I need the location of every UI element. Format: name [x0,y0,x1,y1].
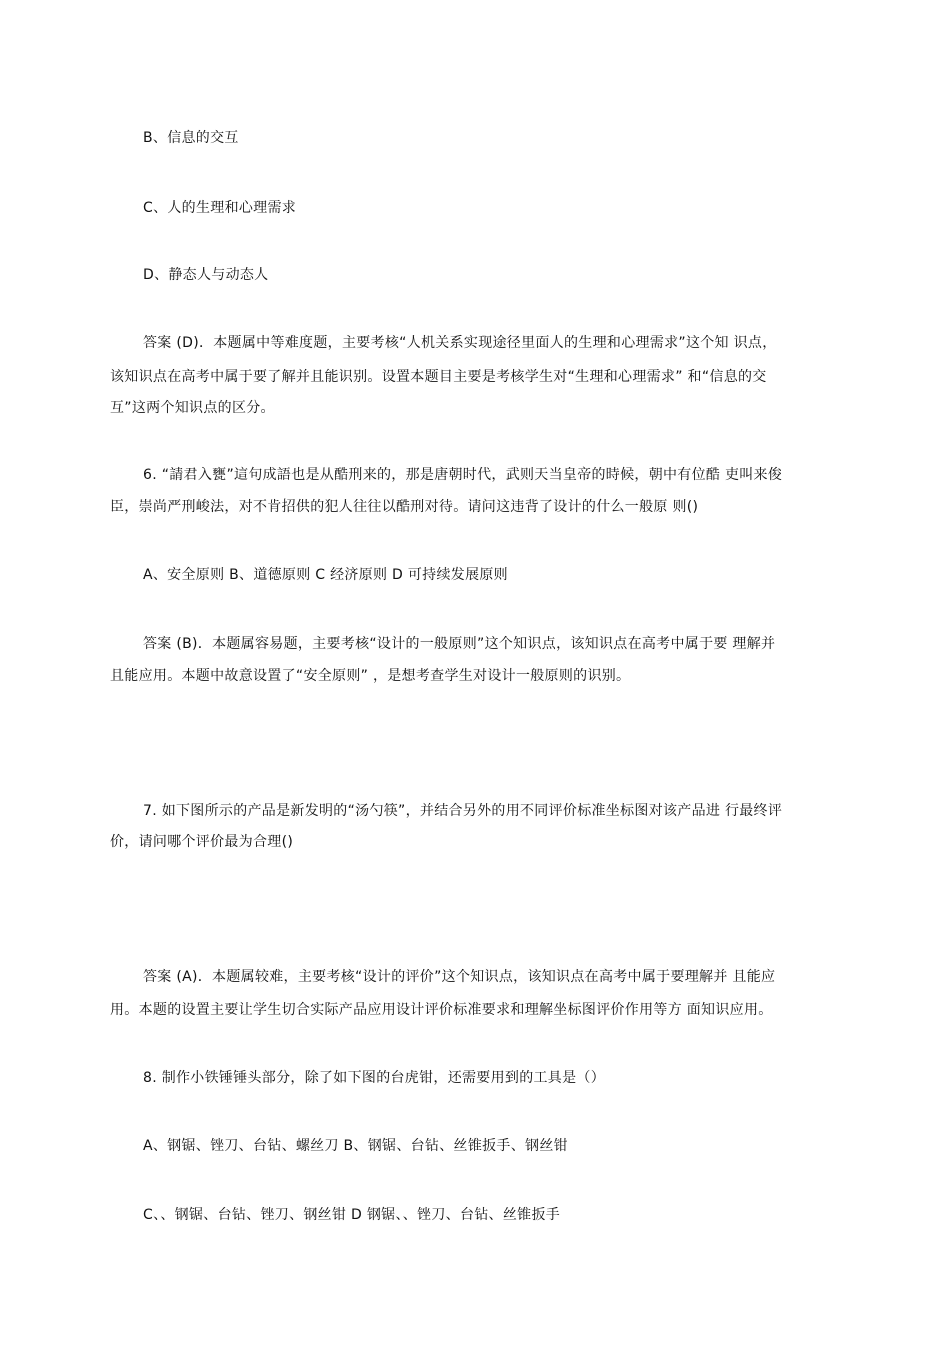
q7-answer-line-2: 用。本题的设置主要让学生切合实际产品应用设计评价标准要求和理解坐标图评价作用等方 面知识应用。 [110,1002,773,1018]
q6-answer-line-1: 答案 (B)．本题属容易题，主要考核“设计的一般原则”这个知识点，该知识点在高考中属于要 理解并 [143,636,776,652]
q6-options: A、安全原则 B、道德原则 C 经济原则 D 可持续发展原则 [143,567,508,583]
q8-options-cd: C、、钢锯、台钻、锉刀、钢丝钳 D 钢锯、、锉刀、台钻、丝锥扳手 [143,1207,561,1223]
q6-question-line-1: 6. “請君入甕”這句成語也是从酷刑来的，那是唐朝时代，武则天当皇帝的時候，朝中有位酷 吏叫来俊 [143,467,783,483]
q5-answer-line-2: 该知识点在高考中属于要了解并且能识别。设置本题目主要是考核学生对“生理和心理需求” 和“信息的交 [110,369,767,385]
q5-option-b: B、信息的交互 [143,130,239,146]
q7-answer-line-1: 答案 (A)．本题属较难，主要考核“设计的评价”这个知识点，该知识点在高考中属于要理解并 且能应 [143,969,776,985]
q7-question-line-2: 价，请问哪个评价最为合理() [110,834,294,850]
q6-question-line-2: 臣，崇尚严刑峻法，对不肯招供的犯人往往以酷刑对待。请问这违背了设计的什么一般原 则() [110,499,699,515]
q6-answer-line-2: 且能应用。本题中故意设置了“安全原则” ，是想考查学生对设计一般原则的识别。 [110,668,631,684]
q8-question: 8. 制作小铁锤锤头部分，除了如下图的台虎钳，还需要用到的工具是（） [143,1070,606,1086]
q5-answer-line-1: 答案 (D)．本题属中等难度题，主要考核“人机关系实现途径里面人的生理和心理需求”这个知 识点， [143,335,777,351]
q8-options-ab: A、钢锯、锉刀、台钻、螺丝刀 B、钢锯、台钻、丝锥扳手、钢丝钳 [143,1138,568,1154]
q5-option-c: C、人的生理和心理需求 [143,200,297,216]
q7-question-line-1: 7. 如下图所示的产品是新发明的“汤勺筷”，并结合另外的用不同评价标准坐标图对该产品进 行最终评 [143,803,783,819]
q5-answer-line-3: 互”这两个知识点的区分。 [110,400,275,416]
q5-option-d: D、静态人与动态人 [143,267,269,283]
